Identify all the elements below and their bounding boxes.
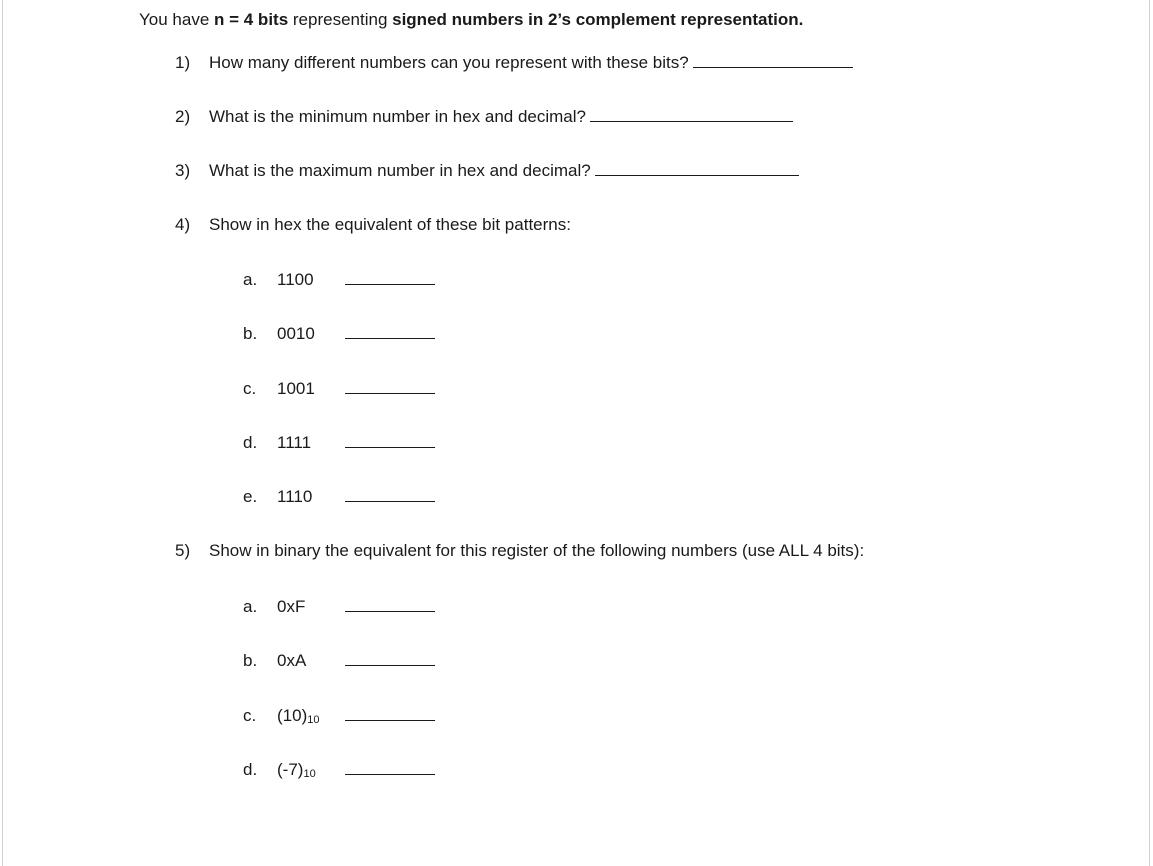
q5-item-b xyxy=(243,650,435,672)
item-value-text: 0xA xyxy=(277,651,307,670)
intro-part-1: You have xyxy=(139,10,214,29)
answer-blank[interactable] xyxy=(345,432,435,448)
item-letter: c. xyxy=(243,379,257,398)
item-letter: a. xyxy=(243,270,258,289)
item-letter: d. xyxy=(243,433,258,452)
q4-item-c xyxy=(243,378,435,400)
question-number: 4) xyxy=(175,215,191,234)
item-value-text: 0xF xyxy=(277,597,306,616)
intro-bits-bold: n = 4 bits xyxy=(214,10,289,29)
item-letter: a. xyxy=(243,597,258,616)
base-subscript: 10 xyxy=(307,714,320,726)
item-value: 1001 xyxy=(277,379,315,398)
answer-blank[interactable] xyxy=(345,269,435,285)
answer-blank[interactable] xyxy=(590,106,793,122)
q5-item-a xyxy=(243,596,435,618)
q4-item-a xyxy=(243,269,435,291)
document-page xyxy=(2,0,1150,866)
question-1 xyxy=(175,52,853,74)
answer-blank[interactable] xyxy=(693,52,853,68)
item-letter: d. xyxy=(243,760,258,779)
answer-blank[interactable] xyxy=(345,378,435,394)
answer-blank[interactable] xyxy=(595,160,799,176)
question-text: What is the maximum number in hex and decimal? xyxy=(209,161,591,180)
item-value xyxy=(277,650,345,672)
item-value-text: (10) xyxy=(277,706,308,725)
question-number: 5) xyxy=(175,541,191,560)
q5-item-c xyxy=(243,705,435,727)
item-value: 0010 xyxy=(277,324,315,343)
item-value: 1100 xyxy=(277,270,314,289)
question-text: What is the minimum number in hex and decimal? xyxy=(209,107,586,126)
intro-part-2: representing xyxy=(288,10,393,29)
intro-text xyxy=(139,9,803,31)
item-value xyxy=(277,759,345,781)
item-value xyxy=(277,705,345,727)
answer-blank[interactable] xyxy=(345,486,435,502)
q4-item-d xyxy=(243,432,435,454)
question-text: Show in hex the equivalent of these bit patterns: xyxy=(209,215,571,234)
answer-blank[interactable] xyxy=(345,323,435,339)
item-letter: b. xyxy=(243,324,258,343)
item-value: 1110 xyxy=(277,487,313,506)
question-5 xyxy=(175,540,864,562)
answer-blank[interactable] xyxy=(345,759,435,775)
q4-item-e xyxy=(243,486,435,508)
question-2 xyxy=(175,106,793,128)
question-text: Show in binary the equivalent for this register of the following numbers (use ALL 4 bits): xyxy=(209,541,865,560)
answer-blank[interactable] xyxy=(345,705,435,721)
item-letter: c. xyxy=(243,706,257,725)
answer-blank[interactable] xyxy=(345,650,435,666)
item-value xyxy=(277,596,345,618)
q5-item-d xyxy=(243,759,435,781)
question-text: How many different numbers can you represent with these bits? xyxy=(209,53,689,72)
question-number: 1) xyxy=(175,53,191,72)
question-number: 3) xyxy=(175,161,191,180)
answer-blank[interactable] xyxy=(345,596,435,612)
q4-item-b xyxy=(243,323,435,345)
question-4 xyxy=(175,214,571,236)
item-value: 1111 xyxy=(277,433,312,452)
base-subscript: 10 xyxy=(303,768,316,780)
question-number: 2) xyxy=(175,107,191,126)
question-3 xyxy=(175,160,799,182)
item-letter: e. xyxy=(243,487,258,506)
item-value-text: (-7) xyxy=(277,760,304,779)
item-letter: b. xyxy=(243,651,258,670)
intro-signed-bold: signed numbers in 2’s complement representation. xyxy=(392,10,804,29)
